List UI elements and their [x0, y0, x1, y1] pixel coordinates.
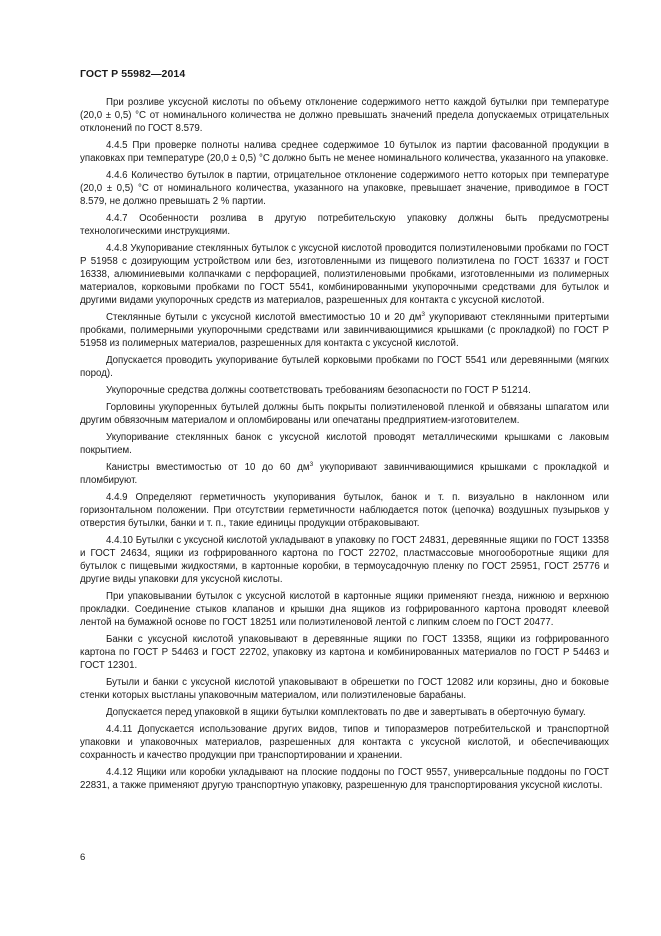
paragraph-4-4-7: 4.4.7 Особенности розлива в другую потребительскую упаковку должны быть предусмотрены технологическими инструкциями. [80, 213, 609, 237]
paragraph-4-4-9: 4.4.9 Определяют герметичность укупоривания бутылок, банок и т. п. визуально в наклонном или горизонтальном положении. При отсутствии герметичности наблюдается поток (цепочка) воздушных пузырьков у отверстия бутылки, банки и т. п., такие единицы продукции отбраковывают. [80, 492, 609, 529]
document-header: ГОСТ Р 55982—2014 [80, 68, 186, 80]
paragraph-glass-jars: Укупоривание стеклянных банок с уксусной кислотой проводят металлическими крышками с лаковым покрытием. [80, 432, 609, 456]
paragraph-4-4-12: 4.4.12 Ящики или коробки укладывают на плоские поддоны по ГОСТ 9557, универсальные поддоны по ГОСТ 22831, а также применяют другую транспортную упаковку, разрешенную для транспортирования уксусной кислоты. [80, 767, 609, 791]
paragraph-cork-stoppers: Допускается проводить укупоривание бутылей корковыми пробками по ГОСТ 5541 или деревянными (мягких пород). [80, 355, 609, 379]
paragraph-4-4-5: 4.4.5 При проверке полноты налива среднее содержимое 10 бутылок из партии фасованной продукции в упаковках при температуре (20,0 ± 0,5) °С должно быть не менее номинального количества, указанного на упаковке. [80, 140, 609, 164]
paragraph-glass-bottles [80, 311, 609, 350]
paragraph-bottling-tolerance: При розливе уксусной кислоты по объему отклонение содержимого нетто каждой бутылки при температуре (20,0 ± 0,5) °С от номинального количества не должно превышать значений предела допускаемых отрицательных отклонений по ГОСТ 8.579. [80, 97, 609, 134]
paragraph-text: укупоривают стеклянными притертыми пробками, полимерными укупорочными средствами или завинчивающимися крышками (с прокладкой) по ГОСТ Р 51958 из полимерных материалов, разрешенных для контакта с уксусной кислотой. [80, 312, 610, 349]
paragraph-4-4-6: 4.4.6 Количество бутылок в партии, отрицательное отклонение содержимого нетто которых при температуре (20,0 ± 0,5) °С от номинального количества, указанного на упаковке, превышает значение, приводимое в ГОСТ 8.579, не должно превышать 2 % партии. [80, 170, 609, 207]
superscript: 3 [421, 311, 426, 318]
paragraph-4-4-11: 4.4.11 Допускается использование других видов, типов и типоразмеров потребительской и транспортной упаковки и упаковочных материалов, разрешенных для контакта с уксусной кислотой, и обеспечивающих сохранность и качество продукции при транспортировании и хранении. [80, 724, 609, 761]
page-number: 6 [80, 852, 86, 863]
paragraph-cardboard-packing: При упаковывании бутылок с уксусной кислотой в картонные ящики применяют гнезда, нижнюю и верхнюю прокладки. Соединение стыков клапанов и крышки дна ящиков из гофрированного картона проводят клеевой лентой на бумажной основе по ГОСТ 18251 или полиэтиленовой лентой с липким слоем по ГОСТ 20477. [80, 591, 609, 628]
paragraph-text: укупоривают завинчивающимися крышками с прокладкой и пломбируют. [80, 462, 609, 486]
paragraph-text: Стеклянные бутыли с уксусной кислотой вместимостью 10 и 20 дм [106, 312, 422, 323]
paragraph-bottle-necks: Горловины укупоренных бутылей должны быть покрыты полиэтиленовой пленкой и обвязаны шпагатом или другим обвязочным материалом и опломбированы или опечатаны предприятием-изготовителем. [80, 402, 609, 426]
superscript: 3 [309, 461, 314, 468]
paragraph-wrapping: Допускается перед упаковкой в ящики бутылки комплектовать по две и завертывать в оберточную бумагу. [106, 707, 586, 718]
paragraph-canisters [80, 461, 609, 487]
paragraph-crates-baskets: Бутыли и банки с уксусной кислотой упаковывают в обрешетки по ГОСТ 12082 или корзины, дно и боковые стенки которых выстланы упаковочным материалом, или полиэтиленовые барабаны. [80, 677, 609, 701]
paragraph-text: Канистры вместимостью от 10 до 60 дм [106, 462, 310, 473]
paragraph-4-4-8: 4.4.8 Укупоривание стеклянных бутылок с уксусной кислотой проводится полиэтиленовыми пробками по ГОСТ Р 51958 с дозирующим устройством или без, изготовленными из пищевого полиэтилена по ГОСТ 16337 и ГОСТ 16338, алюминиевыми колпачками с перфорацией, полиэтиленовыми пробками, изготовленными из полимерных материалов, корковыми пробками по ГОСТ 5541, комбинированными укупорочными средствами для бутылок и другими видами укупорочных средств из материалов, разрешенных для контакта с уксусной кислотой. [80, 243, 609, 306]
paragraph-closure-safety: Укупорочные средства должны соответствовать требованиям безопасности по ГОСТ Р 51214. [106, 385, 531, 396]
paragraph-4-4-10: 4.4.10 Бутылки с уксусной кислотой укладывают в упаковку по ГОСТ 24831, деревянные ящики по ГОСТ 13358 и ГОСТ 24634, ящики из гофрированного картона по ГОСТ 22702, пластмассовые многооборотные ящики для бутылок с пищевыми жидкостями, в картонные коробки, в термоусадочную пленку по ГОСТ 25951, ГОСТ 25776 и другие виды упаковки для уксусной кислоты. [80, 535, 609, 585]
paragraph-jars-packing: Банки с уксусной кислотой упаковывают в деревянные ящики по ГОСТ 13358, ящики из гофрированного картона по ГОСТ Р 54463 и ГОСТ 22702, упаковку из картона и комбинированных материалов по ГОСТ Р 54463 и ГОСТ 12301. [80, 634, 609, 671]
document-body [80, 96, 609, 796]
